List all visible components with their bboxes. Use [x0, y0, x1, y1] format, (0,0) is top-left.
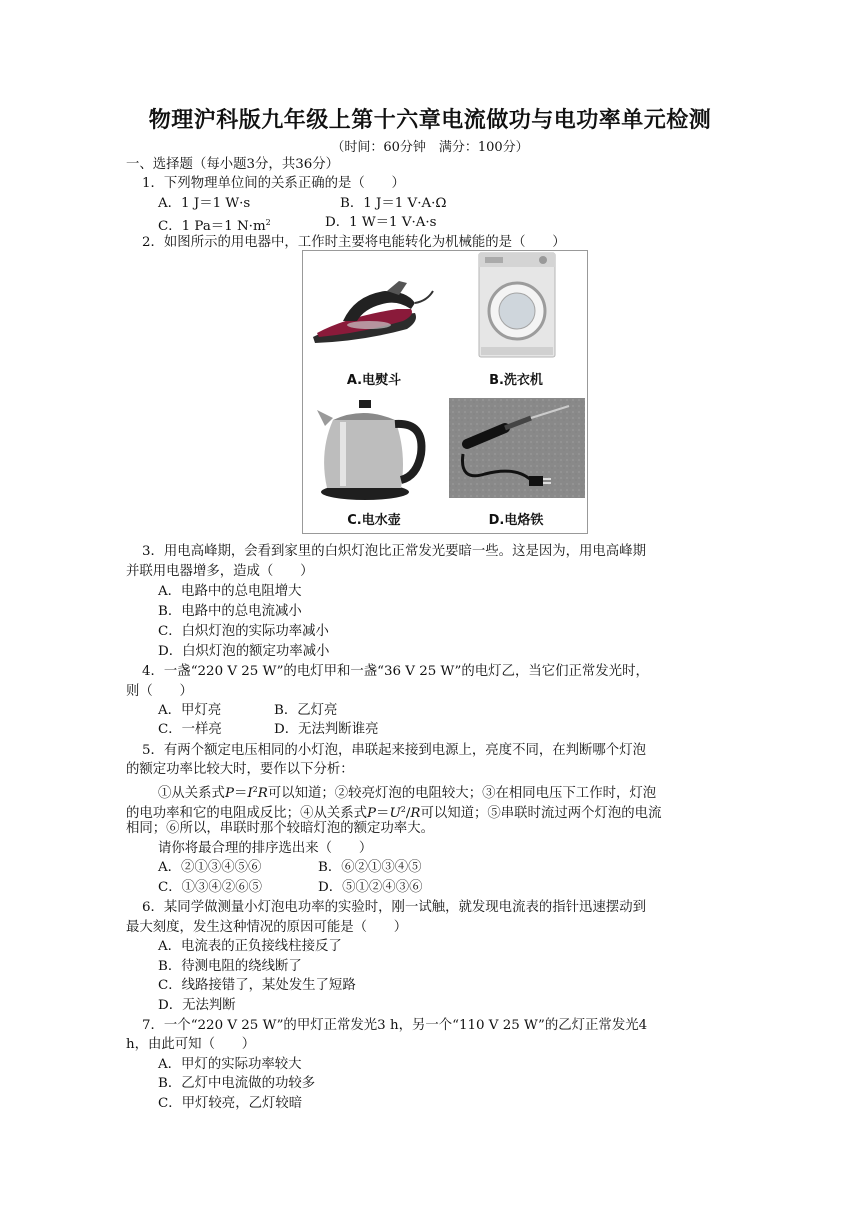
caption-d: D.电烙铁 — [488, 513, 544, 528]
question-7-option-c: C．甲灯较亮，乙灯较暗 — [158, 1096, 303, 1111]
question-4-option-a: A．甲灯亮 — [158, 703, 222, 718]
question-7-option-b: B．乙灯中电流做的功较多 — [158, 1076, 316, 1091]
question-3-option-b: B．电路中的总电流减小 — [158, 604, 302, 619]
figure-cell-iron — [303, 251, 445, 392]
figure-cell-soldering-iron — [445, 392, 587, 533]
question-1-option-a: A．1 J＝1 W·s — [158, 196, 251, 211]
question-4-option-d: D．无法判断谁亮 — [274, 722, 379, 737]
washing-machine-icon — [445, 251, 587, 363]
soldering-iron-icon — [445, 392, 587, 504]
question-3-line-2: 并联用电器增多，造成（ ） — [126, 564, 314, 579]
question-2-stem: 2．如图所示的用电器中，工作时主要将电能转化为机械能的是（ ） — [142, 235, 566, 250]
page-title: 物理沪科版九年级上第十六章电流做功与电功率单元检测 — [148, 108, 712, 133]
question-4-line-1: 4．一盏“220 V 25 W”的电灯甲和一盏“36 V 25 W”的电灯乙，当它们正常发光时， — [142, 664, 649, 679]
caption-a: A.电熨斗 — [346, 373, 402, 388]
question-3-option-c: C．白炽灯泡的实际功率减小 — [158, 624, 329, 639]
question-3-option-d: D．白炽灯泡的额定功率减小 — [158, 644, 330, 659]
question-7-option-a: A．甲灯的实际功率较大 — [158, 1057, 302, 1072]
question-5-line-5: 相同；⑥所以，串联时那个较暗灯泡的额定功率大。 — [126, 821, 434, 836]
question-7-line-2: h，由此可知（ ） — [126, 1037, 256, 1052]
question-5-line-1: 5．有两个额定电压相同的小灯泡，串联起来接到电源上，亮度不同，在判断哪个灯泡 — [142, 743, 646, 758]
section-heading: 一、选择题（每小题3分，共36分） — [126, 157, 340, 172]
question-6-option-b: B．待测电阻的绕线断了 — [158, 959, 302, 974]
electric-kettle-icon — [303, 392, 445, 504]
question-6-option-d: D．无法判断 — [158, 998, 236, 1013]
question-5-option-d: D．⑤①②④③⑥ — [318, 880, 423, 895]
question-4-option-b: B．乙灯亮 — [274, 703, 338, 718]
question-5-line-2: 的额定功率比较大时，要作以下分析： — [126, 762, 354, 777]
question-5-line-6: 请你将最合理的排序选出来（ ） — [158, 841, 373, 856]
question-5-line-3: ①从关系式$P=I^2R$可以知道；②较亮灯泡的电阻较大；③在相同电压下工作时，灯泡 — [158, 785, 657, 801]
question-5-option-b: B．⑥②①③④⑤ — [318, 860, 422, 875]
question-6-line-2: 最大刻度，发生这种情况的原因可能是（ ） — [126, 920, 408, 935]
question-1-option-d: D．1 W＝1 V·A·s — [325, 215, 437, 230]
question-1-option-c: C．1 Pa＝1 $N\cdot m^2$ — [158, 218, 271, 234]
question-3-option-a: A．电路中的总电阻增大 — [158, 584, 302, 599]
question-5-option-a: A．②①③④⑤⑥ — [158, 860, 262, 875]
caption-b: B.洗衣机 — [489, 373, 543, 388]
caption-c: C.电水壶 — [347, 513, 401, 528]
question-5-option-c: C．①③④②⑥⑤ — [158, 880, 262, 895]
appliance-figure — [302, 250, 588, 534]
page-subtitle: （时间：60分钟 满分：100分） — [331, 140, 529, 155]
electric-iron-icon — [303, 251, 445, 363]
question-7-line-1: 7．一个“220 V 25 W”的甲灯正常发光3 h，另一个“110 V 25 W”的乙灯正常发光4 — [142, 1018, 648, 1033]
question-1-stem: 1．下列物理单位间的关系正确的是（ ） — [142, 176, 405, 191]
figure-cell-kettle — [303, 392, 445, 533]
question-4-line-2: 则（ ） — [126, 684, 193, 699]
figure-cell-washer — [445, 251, 587, 392]
question-5-line-4: 的电功率和它的电阻成反比；④从关系式$P=U^2/R$可以知道；⑤串联时流过两个灯泡的电流 — [126, 805, 662, 821]
question-3-line-1: 3．用电高峰期，会看到家里的白炽灯泡比正常发光要暗一些。这是因为，用电高峰期 — [142, 544, 646, 559]
question-6-line-1: 6．某同学做测量小灯泡电功率的实验时，刚一试触，就发现电流表的指针迅速摆动到 — [142, 900, 646, 915]
question-6-option-c: C．线路接错了，某处发生了短路 — [158, 978, 356, 993]
question-6-option-a: A．电流表的正负接线柱接反了 — [158, 939, 342, 954]
question-1-option-b: B．1 J＝1 V·A·Ω — [340, 196, 447, 211]
question-4-option-c: C．一样亮 — [158, 722, 222, 737]
